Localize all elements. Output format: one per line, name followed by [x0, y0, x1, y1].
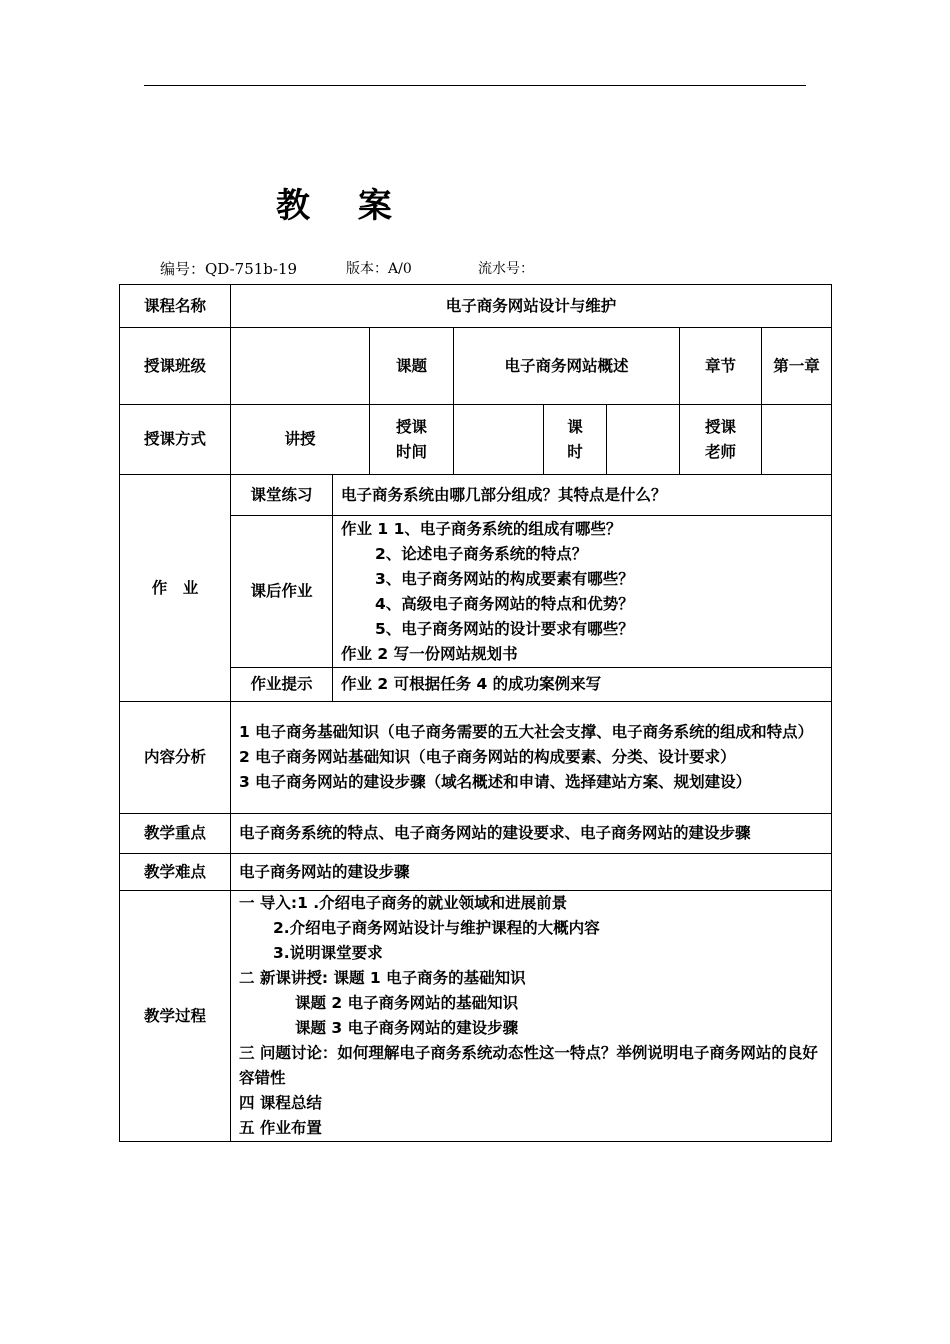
after-class-line: 作业 2 写一份网站规划书 [341, 644, 518, 663]
class-value [231, 328, 370, 405]
row-analysis [120, 702, 832, 814]
exercise-label: 课堂练习 [231, 475, 333, 516]
method-label: 授课方式 [120, 405, 231, 475]
row-method [120, 405, 832, 475]
analysis-line: 1 电子商务基础知识（电子商务需要的五大社会支撑、电子商务系统的组成和特点） [239, 723, 814, 741]
after-class-line: 4、高级电子商务网站的特点和优势？ [375, 594, 634, 613]
chapter-label: 章节 [680, 328, 762, 405]
document-title: 教 案 [276, 186, 410, 226]
after-class-line: 2、论述电子商务系统的特点？ [375, 544, 588, 563]
analysis-line: 3 电子商务网站的建设步骤（域名概述和申请、选择建站方案、规划建设） [239, 773, 752, 791]
process-line: 四 课程总结 [239, 1094, 322, 1112]
time-label [370, 405, 454, 475]
process-content [231, 891, 832, 1142]
hint-label: 作业提示 [231, 668, 333, 702]
hint-text: 作业 2 可根据任务 4 的成功案例来写 [333, 668, 832, 702]
topic-value: 电子商务网站概述 [454, 328, 680, 405]
analysis-content [231, 702, 832, 814]
document-meta [160, 258, 806, 285]
header-rule [144, 85, 806, 86]
hours-label-line1: 课 [567, 417, 583, 436]
row-process [120, 891, 832, 1142]
hours-label [544, 405, 607, 475]
topic-label: 课题 [370, 328, 454, 405]
document-serial: 流水号： [478, 261, 534, 277]
process-label: 教学过程 [120, 891, 231, 1142]
row-difficulty [120, 854, 832, 891]
exercise-text: 电子商务系统由哪几部分组成？其特点是什么？ [333, 475, 832, 516]
difficulty-label: 教学难点 [120, 854, 231, 891]
document-code: 编号：QD-751b-19 [160, 260, 298, 278]
chapter-value: 第一章 [762, 328, 832, 405]
process-line: 三 问题讨论：如何理解电子商务系统动态性这一特点？举例说明电子商务网站的良好容错性 [239, 1044, 818, 1087]
process-line: 2.介绍电子商务网站设计与维护课程的大概内容 [273, 919, 600, 937]
time-value [454, 405, 544, 475]
after-class-line: 3、电子商务网站的构成要素有哪些？ [375, 569, 634, 588]
homework-label: 作 业 [120, 475, 231, 702]
time-label-line2: 时间 [395, 442, 427, 461]
difficulty-text: 电子商务网站的建设步骤 [231, 854, 832, 891]
after-class-label: 课后作业 [231, 516, 333, 668]
teacher-label [680, 405, 762, 475]
class-label: 授课班级 [120, 328, 231, 405]
key-points-text: 电子商务系统的特点、电子商务网站的建设要求、电子商务网站的建设步骤 [231, 814, 832, 854]
time-label-line1: 授课 [395, 417, 427, 436]
key-points-label: 教学重点 [120, 814, 231, 854]
process-line: 课题 3 电子商务网站的建设步骤 [295, 1019, 519, 1037]
course-name-value: 电子商务网站设计与维护 [231, 285, 832, 328]
process-line: 一 导入:1 .介绍电子商务的就业领域和进展前景 [239, 894, 568, 912]
teacher-value [762, 405, 832, 475]
row-course-name [120, 285, 832, 328]
process-line: 二 新课讲授: 课题 1 电子商务的基础知识 [239, 969, 526, 987]
analysis-line: 2 电子商务网站基础知识（电子商务网站的构成要素、分类、设计要求） [239, 748, 736, 766]
process-line: 五 作业布置 [239, 1119, 322, 1137]
document-version: 版本：A/0 [346, 261, 412, 277]
after-class-content [333, 516, 832, 668]
after-class-line: 5、电子商务网站的设计要求有哪些？ [375, 619, 634, 638]
process-line: 3.说明课堂要求 [273, 944, 383, 962]
row-class [120, 328, 832, 405]
hours-label-line2: 时 [567, 442, 583, 461]
analysis-label: 内容分析 [120, 702, 231, 814]
teacher-label-line1: 授课 [704, 417, 736, 436]
row-exercise [120, 475, 832, 516]
method-value: 讲授 [231, 405, 370, 475]
lesson-plan-table [119, 284, 832, 1142]
course-name-label: 课程名称 [120, 285, 231, 328]
row-key-points [120, 814, 832, 854]
teacher-label-line2: 老师 [704, 442, 736, 461]
process-line: 课题 2 电子商务网站的基础知识 [295, 994, 519, 1012]
after-class-line: 作业 1 1、电子商务系统的组成有哪些？ [341, 519, 622, 538]
hours-value [607, 405, 680, 475]
